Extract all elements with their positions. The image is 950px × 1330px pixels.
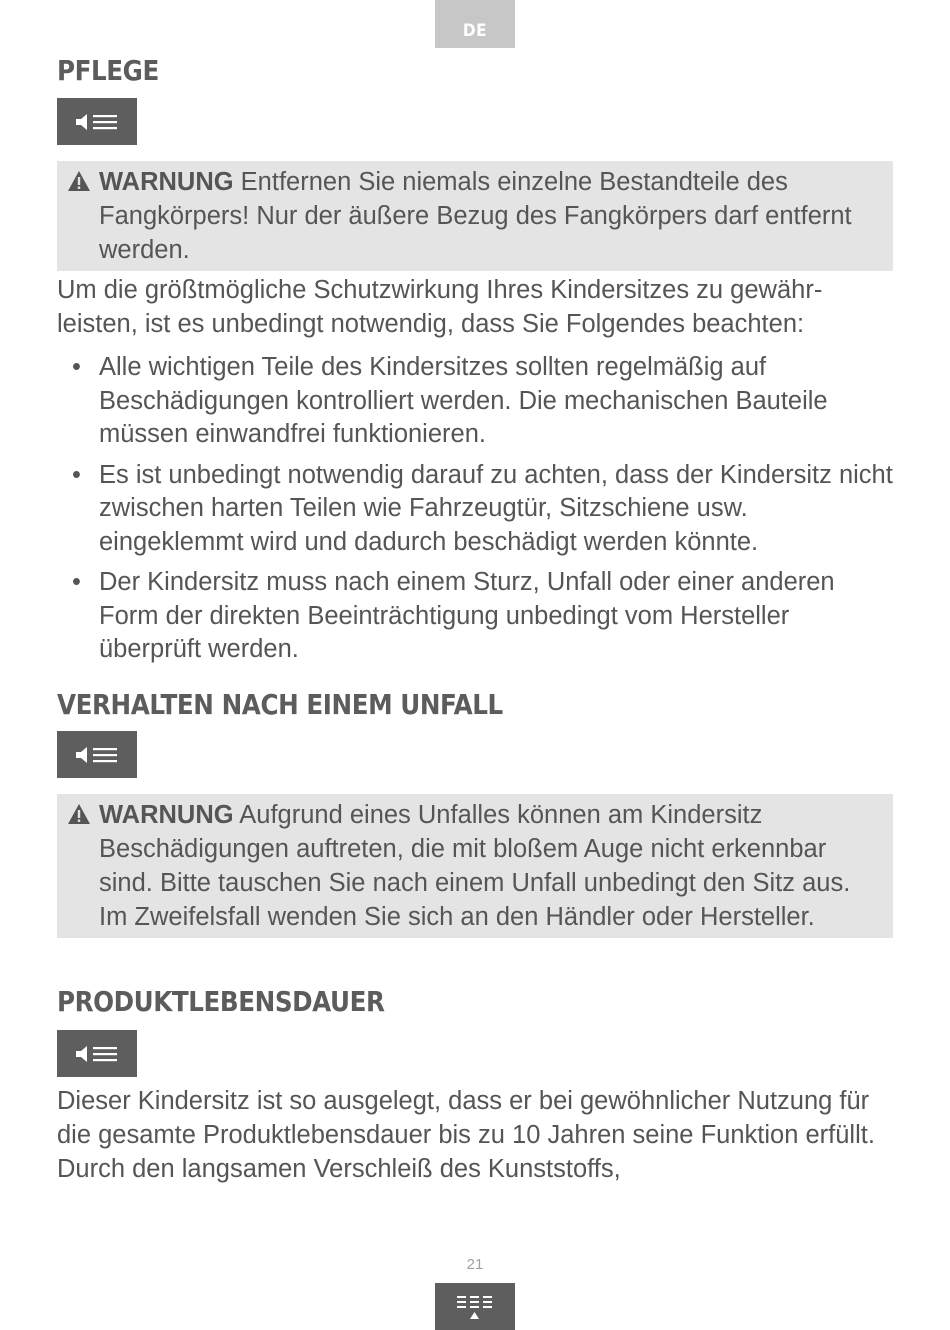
warning-label: WARNUNG [99,801,234,829]
section-title-pflege: PFLEGE [57,54,159,87]
pflege-intro: Um die größtmögliche Schutzwirkung Ihres Kindersitzes zu gewähr-leisten, ist es unbedingt notwendig, dass Sie Folgendes beachten: [57,276,823,338]
speaker-menu-icon [74,112,120,132]
warning-text: Entfernen Sie niemals einzelne Bestandteile des Fangkörpers! Nur der äußere Bezug des Fangkörpers darf entfernt werden. [99,168,852,264]
list-item: • Alle wichtigen Teile des Kindersitzes sollten regelmäßig auf Beschädigungen kontrolliert werden. Die mechanischen Bauteile müssen einwandfrei funktionieren. [72,353,828,448]
audio-play-button-pflege[interactable] [57,98,137,145]
warning-label: WARNUNG [99,168,234,196]
warning-box-pflege [57,161,893,271]
lebensdauer-text: Dieser Kindersitz ist so ausgelegt, dass er bei gewöhnlicher Nutzung für die gesamte Produktlebensdauer bis zu 10 Jahren seine Funktion erfüllt. Durch den langsamen Verschleiß des Kunststoffs, [57,1087,875,1183]
warning-box-unfall [57,794,893,938]
page-number: 21 [466,1256,484,1273]
speaker-menu-icon [74,745,120,765]
warning-text: Aufgrund eines Unfalles können am Kindersitz Beschädigungen auftreten, die mit bloßem Auge nicht erkennbar sind. Bitte tauschen Sie nach einem Unfall unbedingt den Sitz aus. Im Zweifelsfall wenden Sie sich an den Händler oder Hersteller. [99,801,851,931]
audio-play-button-lebensdauer[interactable] [57,1030,137,1077]
table-of-contents-icon [455,1292,495,1322]
warning-triangle-icon [67,803,91,825]
list-item: • Der Kindersitz muss nach einem Sturz, Unfall oder einer anderen Form der direkten Beeinträchtigung unbedingt vom Hersteller überprüft werden. [72,568,835,663]
section-title-unfall: VERHALTEN NACH EINEM UNFALL [57,688,503,721]
list-item: • Es ist unbedingt notwendig darauf zu achten, dass der Kindersitz nicht zwischen harten Teilen wie Fahrzeugtür, Sitzschiene usw. eingeklemmt wird und dadurch beschädigt werden könnte. [72,460,893,556]
audio-play-button-unfall[interactable] [57,731,137,778]
section-title-lebensdauer: PRODUKTLEBENSDAUER [57,985,385,1018]
table-of-contents-button[interactable] [435,1283,515,1330]
warning-triangle-icon [67,170,91,192]
language-tab[interactable]: DE [435,0,515,48]
speaker-menu-icon [74,1044,120,1064]
pflege-bullet-list [57,351,897,674]
